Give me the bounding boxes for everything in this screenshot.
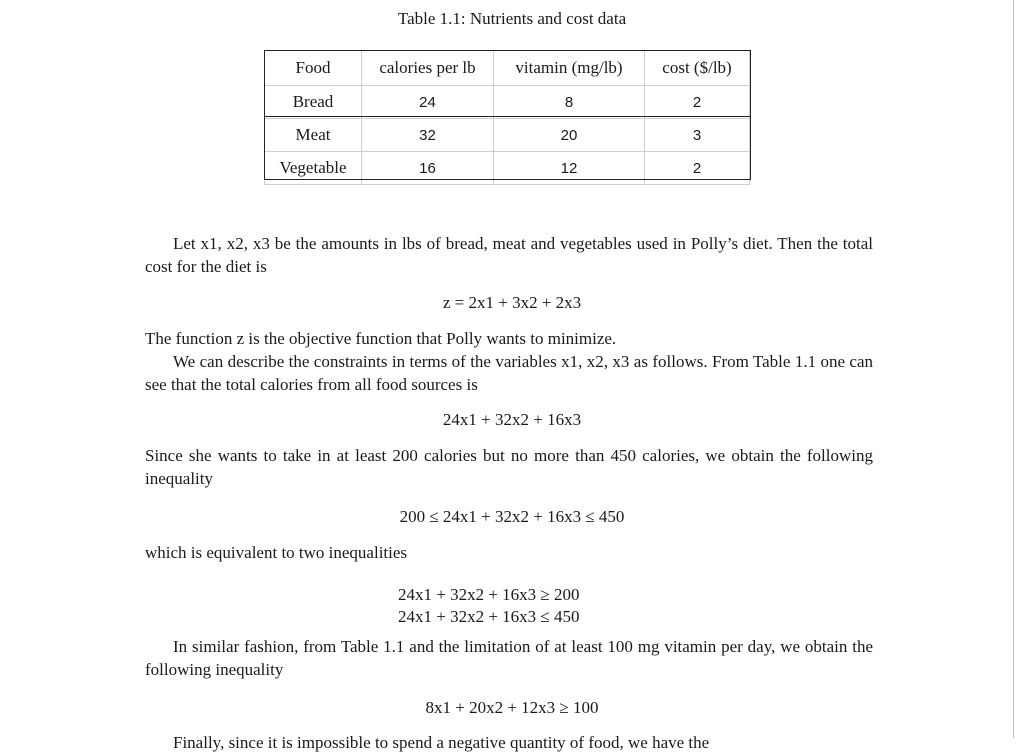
- cell-vitamin: 8: [494, 86, 645, 119]
- header-food: Food: [265, 51, 362, 86]
- equation-objective: z = 2x1 + 3x2 + 2x3: [442, 293, 582, 312]
- table-caption: Table 1.1: Nutrients and cost data: [397, 9, 627, 28]
- equation-lower-bound: 24x1 + 32x2 + 16x3 ≥ 200: [398, 585, 580, 604]
- cell-food: Meat: [265, 119, 362, 152]
- paragraph-objective: The function z is the objective function that Polly wants to minimize.: [145, 329, 617, 348]
- page-edge-divider: [1013, 0, 1014, 738]
- cell-food: Vegetable: [265, 152, 362, 185]
- cell-vitamin: 20: [494, 119, 645, 152]
- cell-cost: 2: [645, 152, 750, 185]
- equation-vitamin: 8x1 + 20x2 + 12x3 ≥ 100: [425, 698, 599, 717]
- cell-food: Bread: [265, 86, 362, 119]
- cell-vitamin: 12: [494, 152, 645, 185]
- cell-cost: 2: [645, 86, 750, 119]
- paragraph-vitamin: In similar fashion, from Table 1.1 and the limitation of at least 100 mg vitamin per day, we obtain the following inequality: [145, 637, 873, 679]
- header-vitamin: vitamin (mg/lb): [494, 51, 645, 86]
- nutrients-table: [264, 50, 750, 185]
- equation-upper-bound: 24x1 + 32x2 + 16x3 ≤ 450: [398, 607, 580, 626]
- equation-calories: 24x1 + 32x2 + 16x3: [442, 410, 582, 429]
- equation-calorie-range: 200 ≤ 24x1 + 32x2 + 16x3 ≤ 450: [399, 507, 625, 526]
- cell-calories: 24: [362, 86, 494, 119]
- paragraph-variables: Let x1, x2, x3 be the amounts in lbs of bread, meat and vegetables used in Polly’s diet. Then the total cost for the diet is: [145, 234, 873, 276]
- cell-calories: 32: [362, 119, 494, 152]
- paragraph-cut: Finally, since it is impossible to spend a negative quantity of food, we have the: [173, 733, 710, 752]
- header-calories: calories per lb: [362, 51, 494, 86]
- cell-calories: 16: [362, 152, 494, 185]
- cell-cost: 3: [645, 119, 750, 152]
- paragraph-constraints: We can describe the constraints in terms of the variables x1, x2, x3 as follows. From Table 1.1 one can see that the total calories from all food sources is: [145, 352, 873, 394]
- table-row-rule: [264, 116, 751, 117]
- table-row: [265, 152, 750, 185]
- table-row: [265, 86, 750, 119]
- paragraph-equivalent: which is equivalent to two inequalities: [145, 543, 408, 562]
- table-header-row: [265, 51, 750, 86]
- cut-off-line: [145, 731, 873, 752]
- paragraph-calorie-limit: Since she wants to take in at least 200 calories but no more than 450 calories, we obtain the following inequality: [145, 446, 873, 488]
- table-row: [265, 119, 750, 152]
- header-cost: cost ($/lb): [645, 51, 750, 86]
